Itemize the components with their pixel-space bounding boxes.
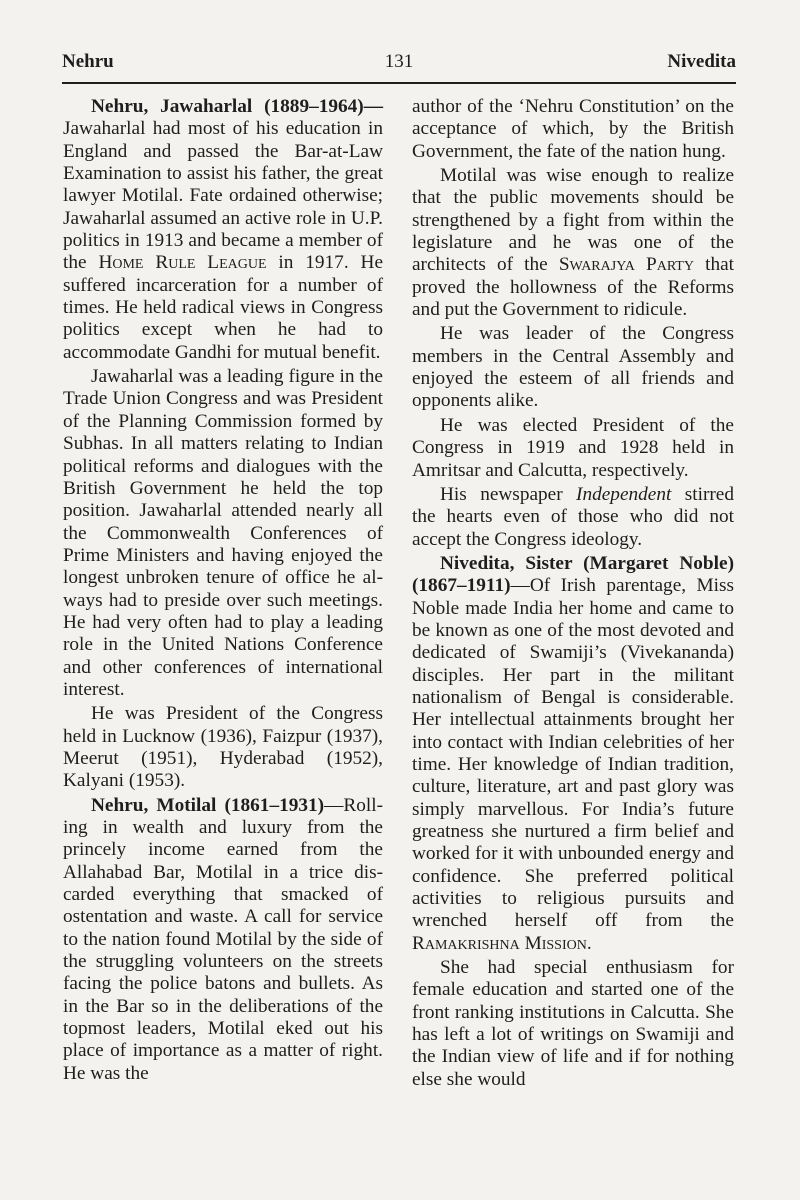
small-caps-term: Ramakrishna Mission: [412, 932, 587, 954]
header-right-guide-word: Nivedita: [667, 51, 736, 72]
entry-nehru-jawaharlal-para-1: [63, 96, 383, 364]
entry-text: that proved the hollowness of the Reforms and put the Government to ridicule.: [412, 254, 735, 321]
entry-text: .: [586, 932, 592, 954]
entry-heading-nehru-jawaharlal: Nehru, Jawaharlal (1889–1964)—: [91, 96, 383, 117]
header-left-guide-word: Nehru: [62, 51, 114, 72]
entry-nehru-motilal-para-1: [63, 795, 383, 1085]
entry-heading-nehru-motilal: Nehru, Motilal (1861–1931): [91, 794, 325, 816]
entry-text: His newspaper: [440, 483, 577, 505]
entry-text: —Rolling in wealth and luxury from the princely income earned from the Allahabad Bar, Motilal in a trice discarded everything that smacked of ostentation and waste. A call for service to the nation found Motilal by the side of the struggling volunteers on the streets facing the police batons and bullets. As in the Bar so in the deliberations of the topmost leaders, Motilal eked out his place of importance as a matter of right. He was the: [63, 794, 383, 1084]
entry-nehru-motilal-para-3: He was leader of the Congress members in the Central Assembly and enjoyed the esteem of all friends and opponents alike.: [412, 323, 734, 412]
entry-text: —Of Irish parentage, Miss Noble made India her home and came to be known as one of the most devoted and dedicated of Swamiji’s (Vivekananda) disciples. Her part in the militant nationalism of Bengal is considerable. Her intellectual attainments brought her into contact with Indian celebrities of her time. Her knowledge of Indian tradition, culture, literature, art and past glory was simply marvellous. For India’s future greatness she nurtured a firm belief and worked for it with unbounded energy and confidence. She preferred political activities to religious pursuits and wrenched herself off from the: [412, 575, 734, 932]
entry-nivedita-para-2: She had special enthusiasm for female education and started one of the front ranking institutions in Calcutta. She has left a lot of writings on Swamiji and the Indian view of life and if for nothing else she would: [412, 957, 734, 1090]
left-column: [63, 96, 383, 1087]
entry-text: in 1917. He suffered incarceration for a number of times. He held radical views in Congress politics except when he had to accommodate Gandhi for mutual benefit.: [63, 252, 383, 363]
right-column: [412, 96, 734, 1093]
entry-nehru-jawaharlal-para-2: Jawaharlal was a leading figure in the Trade Union Congress and was President of the Planning Commission formed by Subhas. In all matters relating to Indian political reforms and dialogues with the British Government he held the top position. Jawaharlal attended nearly all the Commonwealth Conferences of Prime Ministers and having enjoyed the longest unbroken tenure of office he always had to preside over such meetings. He had very often had to play a leading role in the United Nations Conference and other conferences of international interest.: [63, 366, 383, 700]
running-header: [62, 50, 736, 84]
entry-heading-nivedita: Nivedita, Sister (Margaret Noble) (1867–1911): [412, 552, 734, 597]
entry-nehru-motilal-continued: author of the ‘Nehru Constitution’ on the acceptance of which, by the British Government, the fate of the nation hung.: [412, 96, 734, 162]
entry-text: Jawaharlal had most of his education in England and passed the Bar-at-Law Examination to assist his father, the great lawyer Motilal. Fate ordained otherwise; Jawaharlal assumed an active role in U.P. politics in 1913 and became a member of the: [63, 118, 383, 274]
entry-text: stirred the hearts even of those who did not accept the Congress ideology.: [412, 483, 735, 550]
small-caps-term: Home Rule League: [98, 252, 267, 274]
entry-text: Motilal was wise enough to realize that the public movements should be strengthened by a fight from within the legislature and he was one of the architects of the: [412, 165, 734, 276]
entry-nehru-jawaharlal-para-3: He was President of the Congress held in Lucknow (1936), Faizpur (1937), Meerut (1951), Hyderabad (1952), Kalyani (1953).: [63, 703, 383, 792]
small-caps-term: Swarajya Party: [558, 254, 694, 276]
entry-nehru-motilal-para-4: He was elected President of the Congress in 1919 and 1928 held in Amritsar and Calcutta, respectively.: [412, 414, 734, 481]
newspaper-title: Independent: [576, 483, 672, 505]
page-number: 131: [384, 51, 414, 72]
entry-nivedita-para-1: [412, 553, 734, 955]
entry-nehru-motilal-para-5: [412, 484, 734, 551]
entry-nehru-motilal-para-2: [412, 165, 734, 321]
